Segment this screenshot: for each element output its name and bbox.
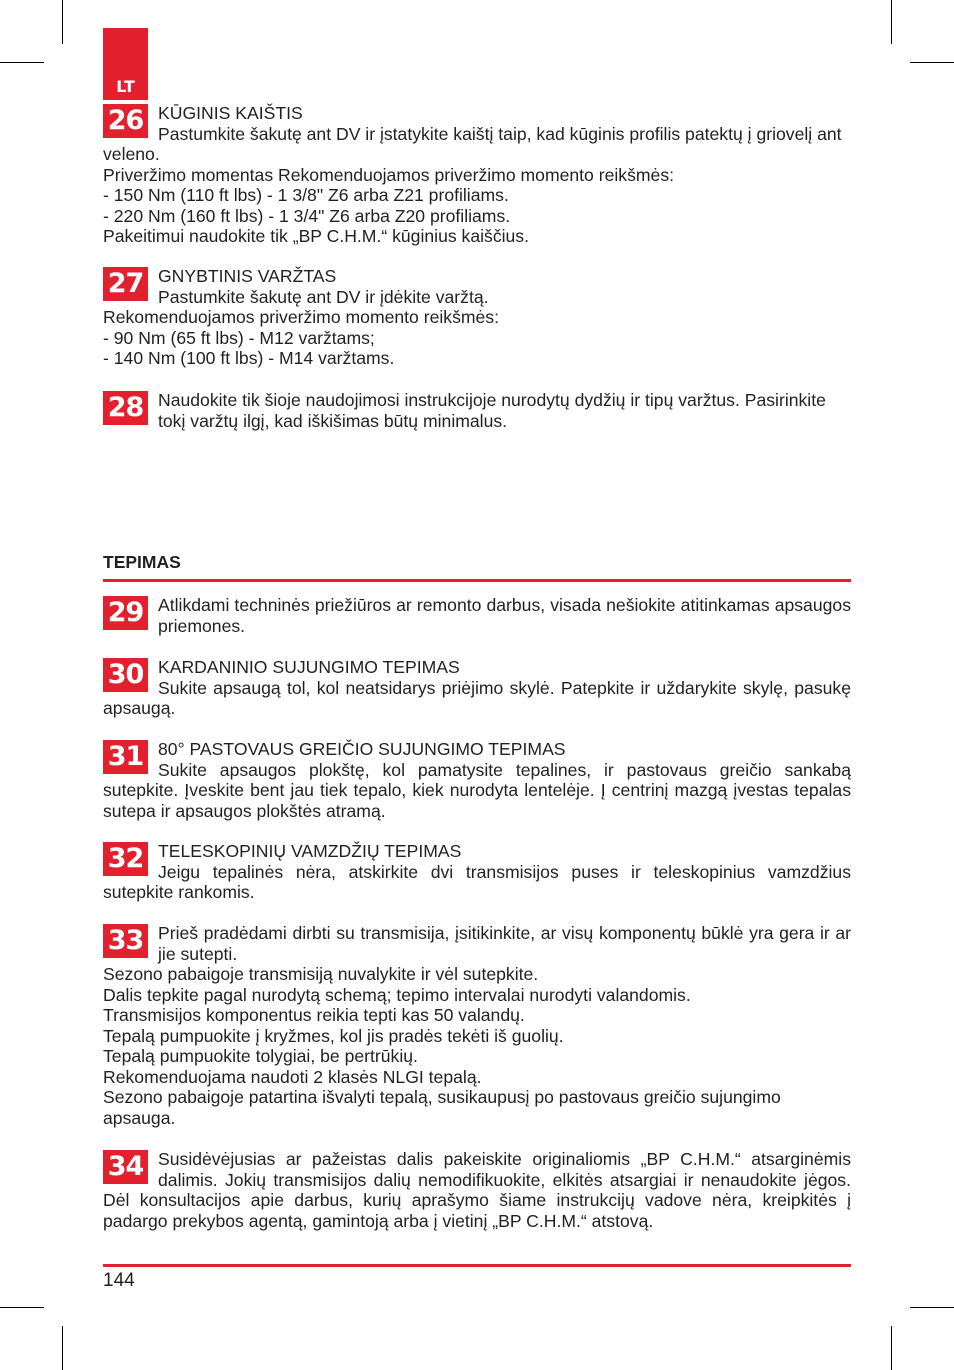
- crop-mark: [0, 1307, 44, 1308]
- paragraph: - 90 Nm (65 ft lbs) - M12 varžtams;: [103, 327, 375, 348]
- section-number: 28: [103, 391, 148, 425]
- paragraph: Sezono pabaigoje transmisiją nuvalykite ir vėl sutepkite.: [103, 964, 539, 984]
- section-33: [103, 923, 851, 1128]
- section-28: [103, 390, 851, 435]
- crop-mark: [891, 0, 892, 44]
- paragraph: Atlikdami techninės priežiūros ar remonto darbus, visada nešiokite atitinkamas apsaugos priemones.: [158, 595, 851, 636]
- crop-mark: [62, 1326, 63, 1370]
- paragraph: Sezono pabaigoje patartina išvalyti tepalą, susikaupusį po pastovaus greičio sujungimo apsauga.: [103, 1087, 781, 1128]
- section-number: 31: [103, 740, 148, 774]
- section-number: 26: [103, 104, 148, 138]
- section-title: KŪGINIS KAIŠTIS: [158, 103, 303, 123]
- paragraph: Tepalą pumpuokite į kryžmes, kol jis pradės tekėti iš guolių.: [103, 1025, 564, 1046]
- paragraph: Tepalą pumpuokite tolygiai, be pertrūkių.: [103, 1046, 418, 1066]
- paragraph: Pastumkite šakutę ant DV ir įstatykite kaištį taip, kad kūginis profilis patektų į griovelį ant veleno.: [103, 123, 842, 164]
- section-29: [103, 595, 851, 636]
- paragraph: - 220 Nm (160 ft lbs) - 1 3/4" Z6 arba Z20 profiliams.: [103, 205, 511, 226]
- crop-mark: [891, 1326, 892, 1370]
- crop-mark: [0, 62, 44, 63]
- section-31: [103, 739, 851, 821]
- crop-mark: [910, 62, 954, 63]
- paragraph: Pastumkite šakutę ant DV ir įdėkite varžtą.: [158, 286, 489, 307]
- paragraph: Susidėvėjusias ar pažeistas dalis pakeiskite originaliomis „BP C.H.M.“ atsarginėmis dalimis. Jokių transmisijos dalių nemodifikuokite, elkitės atsargiai ir nenaudokite jėgos. Dėl konsultacijos apie darbus, kurių aprašymo šiame instrukcijų vadove nėra, kreipkitės į padargo prekybos agentą, gamintoją arba į vietinį „BP C.H.M.“ atstovą.: [103, 1149, 851, 1231]
- paragraph: Naudokite tik šioje naudojimosi instrukcijoje nurodytų dydžių ir tipų varžtus. Pasirinkite tokį varžtų ilgį, kad iškišimas būtų minimalus.: [158, 390, 826, 431]
- language-tab-label: LT: [116, 77, 135, 96]
- footer-rule: [103, 1264, 851, 1267]
- section-number: 30: [103, 658, 148, 692]
- paragraph: - 140 Nm (100 ft lbs) - M14 varžtams.: [103, 348, 395, 368]
- section-number: 34: [103, 1150, 148, 1184]
- section-number: 29: [103, 596, 148, 630]
- section-26: [103, 103, 851, 247]
- crop-mark: [62, 0, 63, 44]
- paragraph: Transmisijos komponentus reikia tepti kas 50 valandų.: [103, 1005, 525, 1025]
- section-title: 80° PASTOVAUS GREIČIO SUJUNGIMO TEPIMAS: [158, 739, 566, 759]
- section-34: [103, 1149, 851, 1231]
- crop-mark: [910, 1307, 954, 1308]
- paragraph: Dalis tepkite pagal nurodytą schemą; tepimo intervalai nurodyti valandomis.: [103, 984, 691, 1005]
- page-number: 144: [103, 1270, 135, 1291]
- section-title: KARDANINIO SUJUNGIMO TEPIMAS: [158, 657, 460, 677]
- section-number: 33: [103, 924, 148, 958]
- paragraph: Prieš pradėdami dirbti su transmisija, įsitikinkite, ar visų komponentų būklė yra gera ir ar jie sutepti.: [158, 923, 851, 964]
- paragraph: Rekomenduojama naudoti 2 klasės NLGI tepalą.: [103, 1066, 482, 1087]
- section-number: 27: [103, 267, 148, 301]
- heading-rule: [103, 579, 851, 582]
- paragraph: - 150 Nm (110 ft lbs) - 1 3/8" Z6 arba Z21 profiliams.: [103, 185, 509, 205]
- paragraph: Pakeitimui naudokite tik „BP C.H.M.“ kūginius kaiščius.: [103, 226, 529, 246]
- section-title: TELESKOPINIŲ VAMZDŽIŲ TEPIMAS: [158, 841, 462, 861]
- language-tab: [103, 28, 148, 100]
- section-title: GNYBTINIS VARŽTAS: [158, 266, 337, 286]
- lubrication-heading: TEPIMAS: [103, 552, 181, 572]
- section-30: [103, 657, 851, 719]
- section-27: [103, 266, 851, 369]
- section-number: 32: [103, 842, 148, 876]
- paragraph: Priveržimo momentas Rekomenduojamos priveržimo momento reikšmės:: [103, 164, 674, 185]
- paragraph: Sukite apsaugos plokštę, kol pamatysite tepalines, ir pastovaus greičio sankabą sutepkite. Įveskite bent jau tiek tepalo, kiek nurodyta lentelėje. Į centrinį mazgą įvestas tepalas sutepa ir apsaugos plokštės atramą.: [103, 759, 851, 821]
- section-32: [103, 841, 851, 903]
- paragraph: Rekomenduojamos priveržimo momento reikšmės:: [103, 307, 499, 327]
- paragraph: Jeigu tepalinės nėra, atskirkite dvi transmisijos puses ir teleskopinius vamzdžius sutepkite rankomis.: [103, 861, 851, 902]
- paragraph: Sukite apsaugą tol, kol neatsidarys priėjimo skylė. Patepkite ir uždarykite skylę, pasukę apsaugą.: [103, 677, 851, 718]
